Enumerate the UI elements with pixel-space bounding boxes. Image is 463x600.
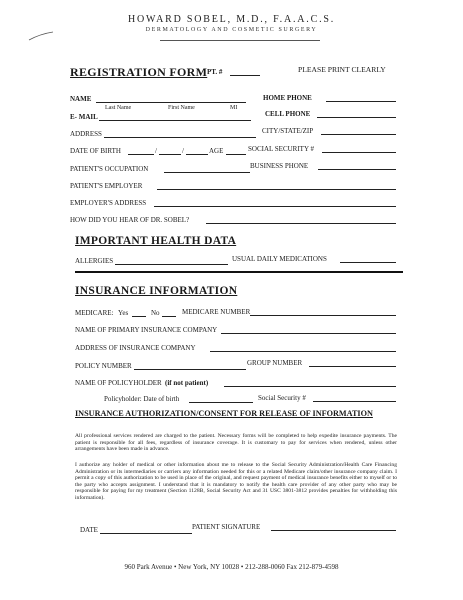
medications-field[interactable] bbox=[340, 262, 396, 263]
insurance-address-label: ADDRESS OF INSURANCE COMPANY bbox=[75, 344, 196, 352]
address-field[interactable] bbox=[104, 137, 256, 138]
policy-number-label: POLICY NUMBER bbox=[75, 362, 132, 370]
policyholder-name-field[interactable] bbox=[224, 386, 396, 387]
medicare-yes-label: Yes bbox=[118, 309, 129, 317]
employer-address-field[interactable] bbox=[154, 206, 396, 207]
dob-separator-2: / bbox=[182, 147, 184, 155]
primary-insurance-label: NAME OF PRIMARY INSURANCE COMPANY bbox=[75, 326, 218, 334]
medicare-number-label: MEDICARE NUMBER bbox=[182, 308, 251, 316]
name-field[interactable] bbox=[96, 102, 246, 103]
authorization-title: INSURANCE AUTHORIZATION/CONSENT FOR RELEASE OF INFORMATION bbox=[75, 409, 373, 418]
insurance-address-field[interactable] bbox=[210, 351, 396, 352]
group-number-field[interactable] bbox=[309, 366, 396, 367]
payment-terms-paragraph: All professional services rendered are charged to the patient. Necessary forms will be completed to help expedite insurance payments. The patient is responsible for all fees, regardless of insurance coverage. It is customary to pay for services when rendered, unless other arrangements have been made in advance. bbox=[75, 433, 397, 453]
referral-field[interactable] bbox=[206, 223, 396, 224]
medicare-no-field[interactable] bbox=[162, 316, 176, 317]
print-clearly-note: PLEASE PRINT CLEARLY bbox=[298, 65, 386, 74]
employer-label: PATIENT'S EMPLOYER bbox=[70, 182, 143, 190]
date-field[interactable] bbox=[100, 533, 192, 534]
medicare-yes-field[interactable] bbox=[132, 316, 146, 317]
name-label: NAME bbox=[70, 95, 92, 103]
doctor-name: HOWARD SOBEL, M.D., F.A.A.C.S. bbox=[127, 14, 336, 25]
group-number-label: GROUP NUMBER bbox=[247, 359, 303, 367]
city-state-zip-label: CITY/STATE/ZIP bbox=[262, 127, 314, 135]
medicare-no-label: No bbox=[151, 309, 160, 317]
pt-number-label: PT. # bbox=[207, 68, 223, 76]
age-field[interactable] bbox=[226, 154, 246, 155]
health-section-title: IMPORTANT HEALTH DATA bbox=[75, 235, 237, 247]
email-label: E- MAIL bbox=[70, 113, 98, 121]
dob-day-field[interactable] bbox=[159, 154, 181, 155]
business-phone-field[interactable] bbox=[318, 169, 396, 170]
ssn-label: SOCIAL SECURITY # bbox=[248, 145, 314, 153]
policyholder-ssn-field[interactable] bbox=[313, 401, 396, 402]
referral-label: HOW DID YOU HEAR OF DR. SOBEL? bbox=[70, 216, 190, 224]
home-phone-field[interactable] bbox=[326, 101, 396, 102]
business-phone-label: BUSINESS PHONE bbox=[250, 162, 309, 170]
practice-address-footer: 960 Park Avenue • New York, NY 10028 • 212-288-0060 Fax 212-879-4598 bbox=[124, 563, 339, 571]
employer-address-label: EMPLOYER'S ADDRESS bbox=[70, 199, 147, 207]
occupation-label: PATIENT'S OCCUPATION bbox=[70, 165, 149, 173]
patient-signature-label: PATIENT SIGNATURE bbox=[192, 523, 261, 531]
primary-insurance-field[interactable] bbox=[221, 333, 396, 334]
header-rule bbox=[160, 40, 320, 41]
date-label: DATE bbox=[80, 526, 98, 534]
cell-phone-field[interactable] bbox=[317, 117, 396, 118]
dob-label: DATE OF BIRTH bbox=[70, 147, 121, 155]
age-label: AGE bbox=[209, 147, 224, 155]
address-label: ADDRESS bbox=[70, 130, 102, 138]
ssn-field[interactable] bbox=[322, 152, 396, 153]
insurance-section-title: INSURANCE INFORMATION bbox=[75, 285, 238, 297]
policyholder-name-label: NAME OF POLICYHOLDER bbox=[75, 379, 162, 387]
medicare-label: MEDICARE: bbox=[75, 309, 114, 317]
occupation-field[interactable] bbox=[164, 172, 250, 173]
doctor-specialty: DERMATOLOGY AND COSMETIC SURGERY bbox=[145, 27, 318, 33]
policyholder-dob-label: Policyholder: Date of birth bbox=[104, 395, 180, 403]
allergies-label: ALLERGIES bbox=[75, 257, 114, 265]
policyholder-dob-field[interactable] bbox=[189, 402, 253, 403]
patient-signature-field[interactable] bbox=[271, 530, 396, 531]
medications-label: USUAL DAILY MEDICATIONS bbox=[232, 255, 327, 263]
release-consent-paragraph: I authorize any holder of medical or other information about me to release to the Social Security Administration/Health Care Financing Administration or its intermediaries or carriers any information needed for this or a related Medicare claim/other insurance company claim. I permit a copy of this authorization to be used in place of the original, and request payment of medical insurance benefits either to myself or to the party who accepts assignment. I understand that it is mandatory to notify the health care provider of any other party who may be responsible for paying for my treatment (Section 1128B, Social Security Act and 31 USC 3801-3812 provides penalties for withholding this information). bbox=[75, 462, 397, 501]
pt-number-field[interactable] bbox=[230, 75, 260, 76]
email-field[interactable] bbox=[99, 120, 251, 121]
health-divider bbox=[75, 271, 403, 273]
employer-field[interactable] bbox=[157, 189, 396, 190]
allergies-field[interactable] bbox=[115, 264, 228, 265]
dob-year-field[interactable] bbox=[186, 154, 208, 155]
medicare-number-field[interactable] bbox=[250, 315, 396, 316]
cell-phone-label: CELL PHONE bbox=[265, 110, 311, 118]
policy-number-field[interactable] bbox=[134, 369, 246, 370]
policyholder-ssn-label: Social Security # bbox=[258, 394, 306, 402]
form-title: REGISTRATION FORM bbox=[70, 65, 208, 79]
dob-separator-1: / bbox=[155, 147, 157, 155]
home-phone-label: HOME PHONE bbox=[263, 94, 312, 102]
first-name-hint: First Name bbox=[168, 105, 195, 111]
if-not-patient-note: (if not patient) bbox=[165, 379, 209, 387]
city-state-zip-field[interactable] bbox=[321, 134, 396, 135]
middle-initial-hint: MI bbox=[230, 105, 238, 111]
dob-month-field[interactable] bbox=[128, 154, 154, 155]
last-name-hint: Last Name bbox=[105, 105, 132, 111]
